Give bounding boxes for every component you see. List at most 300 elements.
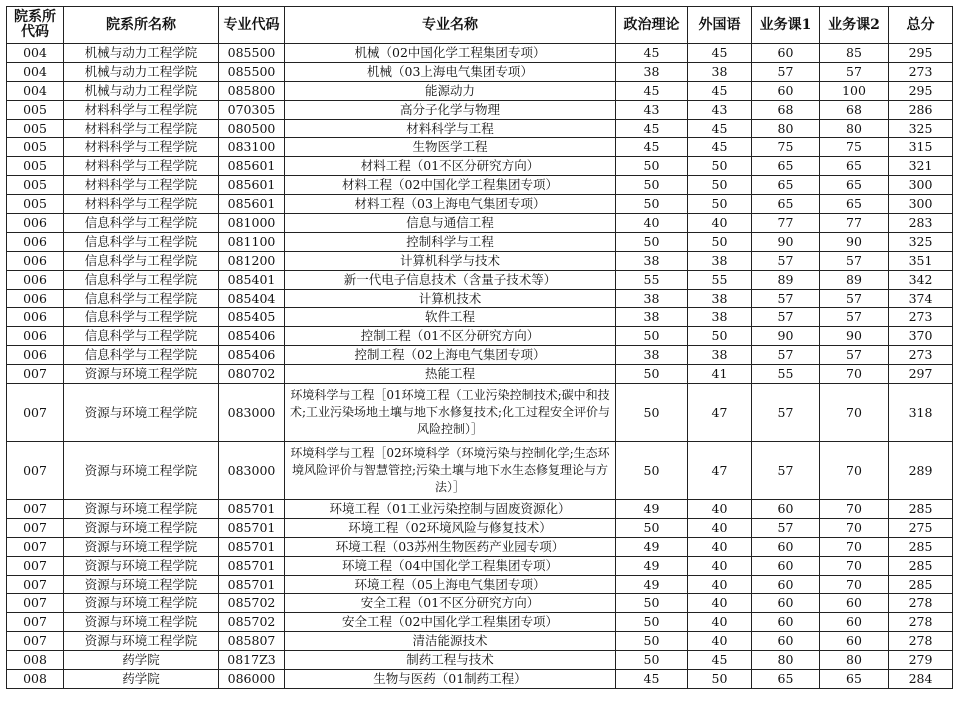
header-politics: 政治理论 (616, 7, 688, 44)
cell-major-name: 安全工程（02中国化学工程集团专项） (285, 613, 616, 632)
cell-foreign-language: 40 (688, 632, 752, 651)
cell-politics: 50 (616, 594, 688, 613)
table-row (7, 442, 953, 500)
cell-major-name: 信息与通信工程 (285, 214, 616, 233)
cell-college-code: 007 (7, 442, 64, 500)
cell-course2: 57 (820, 308, 889, 327)
table-row (7, 44, 953, 63)
cell-college-name: 信息科学与工程学院 (64, 289, 219, 308)
cell-college-code: 006 (7, 232, 64, 251)
cell-course2: 70 (820, 518, 889, 537)
cell-course2: 90 (820, 232, 889, 251)
cell-total: 295 (889, 81, 953, 100)
cell-major-name: 控制科学与工程 (285, 232, 616, 251)
table-row (7, 138, 953, 157)
cell-college-code: 006 (7, 289, 64, 308)
cell-course1: 60 (752, 537, 820, 556)
cell-major-name: 环境工程（04中国化学工程集团专项） (285, 556, 616, 575)
cell-college-code: 007 (7, 384, 64, 442)
header-major-name: 专业名称 (285, 7, 616, 44)
cell-course1: 65 (752, 176, 820, 195)
cell-major-name: 安全工程（01不区分研究方向） (285, 594, 616, 613)
cell-college-code: 007 (7, 556, 64, 575)
cell-major-code: 081200 (219, 251, 285, 270)
table-row (7, 632, 953, 651)
cell-major-name: 生物医学工程 (285, 138, 616, 157)
cell-course1: 57 (752, 308, 820, 327)
cell-college-name: 信息科学与工程学院 (64, 308, 219, 327)
cell-course2: 70 (820, 500, 889, 519)
cell-course2: 80 (820, 119, 889, 138)
cell-foreign-language: 50 (688, 195, 752, 214)
cell-major-name: 热能工程 (285, 365, 616, 384)
cell-total: 295 (889, 44, 953, 63)
cell-foreign-language: 40 (688, 594, 752, 613)
table-row (7, 327, 953, 346)
cell-course1: 80 (752, 119, 820, 138)
cell-college-code: 008 (7, 670, 64, 689)
cell-total: 325 (889, 119, 953, 138)
cell-major-code: 081100 (219, 232, 285, 251)
cell-course2: 60 (820, 632, 889, 651)
table-row (7, 81, 953, 100)
cell-politics: 50 (616, 442, 688, 500)
table-row (7, 157, 953, 176)
cell-total: 300 (889, 195, 953, 214)
cell-total: 297 (889, 365, 953, 384)
cell-politics: 40 (616, 214, 688, 233)
cell-major-code: 083000 (219, 442, 285, 500)
cell-major-name: 环境科学与工程［02环境科学（环境污染与控制化学;生态环境风险评价与智慧管控;污染土壤与地下水生态修复理论与方法）］ (285, 442, 616, 500)
cell-total: 279 (889, 651, 953, 670)
cell-total: 278 (889, 613, 953, 632)
cell-course1: 60 (752, 556, 820, 575)
cell-foreign-language: 55 (688, 270, 752, 289)
cell-total: 283 (889, 214, 953, 233)
cell-major-name: 能源动力 (285, 81, 616, 100)
cell-total: 273 (889, 62, 953, 81)
cell-major-code: 085702 (219, 613, 285, 632)
cell-foreign-language: 40 (688, 214, 752, 233)
cell-college-name: 信息科学与工程学院 (64, 251, 219, 270)
cell-major-code: 086000 (219, 670, 285, 689)
table-header-row (7, 7, 953, 44)
table-row (7, 594, 953, 613)
cell-total: 370 (889, 327, 953, 346)
cell-course1: 60 (752, 613, 820, 632)
cell-politics: 38 (616, 346, 688, 365)
cell-major-name: 清洁能源技术 (285, 632, 616, 651)
cell-course2: 57 (820, 289, 889, 308)
cell-course2: 65 (820, 157, 889, 176)
cell-politics: 50 (616, 327, 688, 346)
cell-course1: 60 (752, 594, 820, 613)
cell-college-name: 资源与环境工程学院 (64, 500, 219, 519)
cell-course1: 89 (752, 270, 820, 289)
cell-foreign-language: 40 (688, 500, 752, 519)
table-row (7, 308, 953, 327)
cell-college-code: 005 (7, 195, 64, 214)
cell-college-name: 材料科学与工程学院 (64, 195, 219, 214)
cell-course1: 57 (752, 62, 820, 81)
table-row (7, 346, 953, 365)
cell-college-code: 005 (7, 138, 64, 157)
cell-foreign-language: 38 (688, 251, 752, 270)
cell-course1: 55 (752, 365, 820, 384)
cell-total: 325 (889, 232, 953, 251)
cell-foreign-language: 40 (688, 575, 752, 594)
table-row (7, 289, 953, 308)
cell-college-code: 005 (7, 157, 64, 176)
cell-major-code: 085406 (219, 346, 285, 365)
cell-total: 275 (889, 518, 953, 537)
cell-politics: 45 (616, 138, 688, 157)
cell-college-name: 信息科学与工程学院 (64, 346, 219, 365)
cell-course2: 70 (820, 556, 889, 575)
table-row (7, 500, 953, 519)
cell-major-name: 软件工程 (285, 308, 616, 327)
cell-major-code: 085404 (219, 289, 285, 308)
cell-course1: 65 (752, 157, 820, 176)
cell-major-name: 计算机技术 (285, 289, 616, 308)
cell-college-code: 006 (7, 346, 64, 365)
cell-college-code: 007 (7, 575, 64, 594)
cell-politics: 49 (616, 537, 688, 556)
cell-foreign-language: 50 (688, 176, 752, 195)
score-table (6, 6, 953, 689)
cell-foreign-language: 47 (688, 442, 752, 500)
cell-foreign-language: 50 (688, 670, 752, 689)
header-foreign-language: 外国语 (688, 7, 752, 44)
cell-college-name: 信息科学与工程学院 (64, 232, 219, 251)
cell-college-code: 007 (7, 594, 64, 613)
cell-politics: 50 (616, 365, 688, 384)
cell-course1: 60 (752, 500, 820, 519)
cell-college-code: 008 (7, 651, 64, 670)
cell-college-name: 机械与动力工程学院 (64, 62, 219, 81)
cell-total: 351 (889, 251, 953, 270)
cell-foreign-language: 50 (688, 157, 752, 176)
cell-course1: 90 (752, 232, 820, 251)
cell-major-name: 生物与医药（01制药工程） (285, 670, 616, 689)
cell-foreign-language: 47 (688, 384, 752, 442)
cell-college-name: 资源与环境工程学院 (64, 518, 219, 537)
cell-major-name: 材料科学与工程 (285, 119, 616, 138)
cell-college-code: 007 (7, 518, 64, 537)
cell-total: 315 (889, 138, 953, 157)
cell-course2: 57 (820, 62, 889, 81)
cell-total: 374 (889, 289, 953, 308)
cell-politics: 49 (616, 500, 688, 519)
table-row (7, 651, 953, 670)
table-row (7, 214, 953, 233)
cell-foreign-language: 38 (688, 62, 752, 81)
cell-total: 318 (889, 384, 953, 442)
cell-politics: 50 (616, 195, 688, 214)
cell-course2: 57 (820, 251, 889, 270)
cell-politics: 50 (616, 157, 688, 176)
cell-foreign-language: 41 (688, 365, 752, 384)
cell-course1: 57 (752, 289, 820, 308)
cell-politics: 45 (616, 81, 688, 100)
table-row (7, 365, 953, 384)
table-row (7, 119, 953, 138)
header-college-name: 院系所名称 (64, 7, 219, 44)
cell-total: 285 (889, 575, 953, 594)
cell-major-code: 085807 (219, 632, 285, 651)
cell-foreign-language: 45 (688, 651, 752, 670)
cell-college-code: 006 (7, 214, 64, 233)
cell-total: 285 (889, 500, 953, 519)
cell-college-name: 材料科学与工程学院 (64, 138, 219, 157)
cell-major-name: 控制工程（01不区分研究方向） (285, 327, 616, 346)
cell-politics: 45 (616, 119, 688, 138)
cell-major-code: 083100 (219, 138, 285, 157)
cell-major-name: 材料工程（03上海电气集团专项） (285, 195, 616, 214)
cell-college-name: 资源与环境工程学院 (64, 442, 219, 500)
cell-politics: 50 (616, 613, 688, 632)
cell-major-code: 085800 (219, 81, 285, 100)
cell-politics: 50 (616, 232, 688, 251)
cell-course1: 60 (752, 575, 820, 594)
cell-college-name: 信息科学与工程学院 (64, 327, 219, 346)
header-major-code: 专业代码 (219, 7, 285, 44)
cell-college-code: 007 (7, 632, 64, 651)
cell-major-code: 085701 (219, 500, 285, 519)
cell-course2: 65 (820, 176, 889, 195)
cell-course2: 57 (820, 346, 889, 365)
cell-college-code: 007 (7, 537, 64, 556)
table-row (7, 62, 953, 81)
table-row (7, 270, 953, 289)
cell-college-name: 资源与环境工程学院 (64, 594, 219, 613)
cell-major-code: 085701 (219, 556, 285, 575)
cell-course2: 70 (820, 442, 889, 500)
table-row (7, 556, 953, 575)
cell-college-name: 信息科学与工程学院 (64, 214, 219, 233)
cell-foreign-language: 50 (688, 232, 752, 251)
cell-total: 284 (889, 670, 953, 689)
cell-college-code: 006 (7, 251, 64, 270)
header-course2: 业务课2 (820, 7, 889, 44)
cell-major-code: 085401 (219, 270, 285, 289)
cell-college-name: 材料科学与工程学院 (64, 119, 219, 138)
cell-college-name: 资源与环境工程学院 (64, 537, 219, 556)
cell-course1: 65 (752, 670, 820, 689)
cell-major-code: 080702 (219, 365, 285, 384)
cell-college-code: 004 (7, 44, 64, 63)
cell-college-code: 006 (7, 327, 64, 346)
cell-major-code: 085405 (219, 308, 285, 327)
table-row (7, 537, 953, 556)
cell-college-code: 007 (7, 613, 64, 632)
header-total: 总分 (889, 7, 953, 44)
cell-college-name: 资源与环境工程学院 (64, 575, 219, 594)
cell-college-code: 007 (7, 365, 64, 384)
cell-major-code: 085500 (219, 62, 285, 81)
cell-major-code: 085601 (219, 195, 285, 214)
cell-politics: 38 (616, 251, 688, 270)
table-row (7, 575, 953, 594)
table-body (7, 44, 953, 689)
cell-total: 273 (889, 346, 953, 365)
cell-college-name: 信息科学与工程学院 (64, 270, 219, 289)
cell-foreign-language: 50 (688, 327, 752, 346)
cell-course2: 70 (820, 575, 889, 594)
cell-foreign-language: 43 (688, 100, 752, 119)
cell-course2: 70 (820, 365, 889, 384)
cell-major-code: 085701 (219, 537, 285, 556)
cell-college-code: 005 (7, 119, 64, 138)
cell-total: 285 (889, 537, 953, 556)
cell-foreign-language: 38 (688, 289, 752, 308)
cell-foreign-language: 45 (688, 44, 752, 63)
cell-politics: 38 (616, 289, 688, 308)
cell-total: 342 (889, 270, 953, 289)
cell-major-name: 控制工程（02上海电气集团专项） (285, 346, 616, 365)
cell-course2: 70 (820, 537, 889, 556)
cell-college-code: 004 (7, 81, 64, 100)
cell-politics: 43 (616, 100, 688, 119)
cell-course1: 57 (752, 442, 820, 500)
cell-course1: 68 (752, 100, 820, 119)
cell-major-name: 环境工程（02环境风险与修复技术） (285, 518, 616, 537)
cell-major-name: 计算机科学与技术 (285, 251, 616, 270)
cell-major-code: 085601 (219, 176, 285, 195)
cell-politics: 49 (616, 556, 688, 575)
cell-total: 273 (889, 308, 953, 327)
cell-major-code: 081000 (219, 214, 285, 233)
cell-course1: 60 (752, 44, 820, 63)
table-row (7, 670, 953, 689)
cell-college-name: 药学院 (64, 651, 219, 670)
cell-course2: 77 (820, 214, 889, 233)
cell-course2: 65 (820, 195, 889, 214)
cell-course2: 60 (820, 613, 889, 632)
cell-college-name: 材料科学与工程学院 (64, 100, 219, 119)
cell-college-name: 机械与动力工程学院 (64, 44, 219, 63)
cell-course2: 60 (820, 594, 889, 613)
cell-politics: 55 (616, 270, 688, 289)
cell-major-name: 机械（02中国化学工程集团专项） (285, 44, 616, 63)
cell-course1: 80 (752, 651, 820, 670)
cell-course2: 85 (820, 44, 889, 63)
cell-course1: 57 (752, 518, 820, 537)
cell-major-code: 0817Z3 (219, 651, 285, 670)
cell-politics: 45 (616, 44, 688, 63)
cell-college-name: 药学院 (64, 670, 219, 689)
cell-major-code: 080500 (219, 119, 285, 138)
cell-college-name: 机械与动力工程学院 (64, 81, 219, 100)
cell-course2: 100 (820, 81, 889, 100)
cell-foreign-language: 40 (688, 518, 752, 537)
cell-total: 285 (889, 556, 953, 575)
cell-course2: 90 (820, 327, 889, 346)
cell-course1: 77 (752, 214, 820, 233)
cell-foreign-language: 40 (688, 537, 752, 556)
cell-course2: 65 (820, 670, 889, 689)
cell-college-name: 材料科学与工程学院 (64, 157, 219, 176)
table-row (7, 384, 953, 442)
cell-major-name: 材料工程（01不区分研究方向） (285, 157, 616, 176)
cell-college-name: 资源与环境工程学院 (64, 613, 219, 632)
cell-course2: 68 (820, 100, 889, 119)
cell-politics: 45 (616, 670, 688, 689)
table-row (7, 176, 953, 195)
cell-major-name: 环境科学与工程［01环境工程（工业污染控制技术;碳中和技术;工业污染场地土壤与地下水修复技术;化工过程安全评价与风险控制）］ (285, 384, 616, 442)
table-row (7, 232, 953, 251)
cell-course2: 80 (820, 651, 889, 670)
cell-college-code: 004 (7, 62, 64, 81)
cell-foreign-language: 40 (688, 613, 752, 632)
table-row (7, 100, 953, 119)
cell-foreign-language: 45 (688, 119, 752, 138)
cell-major-code: 083000 (219, 384, 285, 442)
cell-college-name: 资源与环境工程学院 (64, 632, 219, 651)
header-college-code: 院系所代码 (7, 7, 64, 44)
cell-course2: 75 (820, 138, 889, 157)
header-course1: 业务课1 (752, 7, 820, 44)
cell-total: 278 (889, 632, 953, 651)
cell-major-name: 环境工程（05上海电气集团专项） (285, 575, 616, 594)
cell-course1: 90 (752, 327, 820, 346)
cell-major-name: 新一代电子信息技术（含量子技术等） (285, 270, 616, 289)
cell-total: 278 (889, 594, 953, 613)
cell-politics: 50 (616, 651, 688, 670)
cell-total: 300 (889, 176, 953, 195)
cell-college-name: 资源与环境工程学院 (64, 556, 219, 575)
cell-major-code: 085601 (219, 157, 285, 176)
cell-major-name: 材料工程（02中国化学工程集团专项） (285, 176, 616, 195)
cell-college-name: 资源与环境工程学院 (64, 384, 219, 442)
cell-politics: 50 (616, 632, 688, 651)
cell-course1: 57 (752, 251, 820, 270)
cell-politics: 50 (616, 176, 688, 195)
cell-foreign-language: 38 (688, 308, 752, 327)
cell-course1: 57 (752, 346, 820, 365)
cell-foreign-language: 45 (688, 138, 752, 157)
cell-major-name: 制药工程与技术 (285, 651, 616, 670)
cell-college-code: 005 (7, 100, 64, 119)
cell-politics: 50 (616, 518, 688, 537)
cell-major-code: 070305 (219, 100, 285, 119)
cell-major-code: 085500 (219, 44, 285, 63)
cell-major-name: 环境工程（01工业污染控制与固废资源化） (285, 500, 616, 519)
cell-politics: 50 (616, 384, 688, 442)
cell-major-code: 085406 (219, 327, 285, 346)
cell-college-name: 材料科学与工程学院 (64, 176, 219, 195)
cell-college-name: 资源与环境工程学院 (64, 365, 219, 384)
cell-major-code: 085701 (219, 518, 285, 537)
cell-politics: 38 (616, 62, 688, 81)
table-row (7, 613, 953, 632)
table-row (7, 518, 953, 537)
cell-major-name: 机械（03上海电气集团专项） (285, 62, 616, 81)
cell-foreign-language: 40 (688, 556, 752, 575)
cell-course1: 60 (752, 81, 820, 100)
cell-politics: 49 (616, 575, 688, 594)
cell-total: 321 (889, 157, 953, 176)
cell-college-code: 007 (7, 500, 64, 519)
cell-college-code: 006 (7, 270, 64, 289)
cell-major-name: 环境工程（03苏州生物医药产业园专项） (285, 537, 616, 556)
cell-course1: 60 (752, 632, 820, 651)
cell-course1: 75 (752, 138, 820, 157)
table-row (7, 251, 953, 270)
cell-course2: 89 (820, 270, 889, 289)
cell-foreign-language: 38 (688, 346, 752, 365)
cell-college-code: 006 (7, 308, 64, 327)
